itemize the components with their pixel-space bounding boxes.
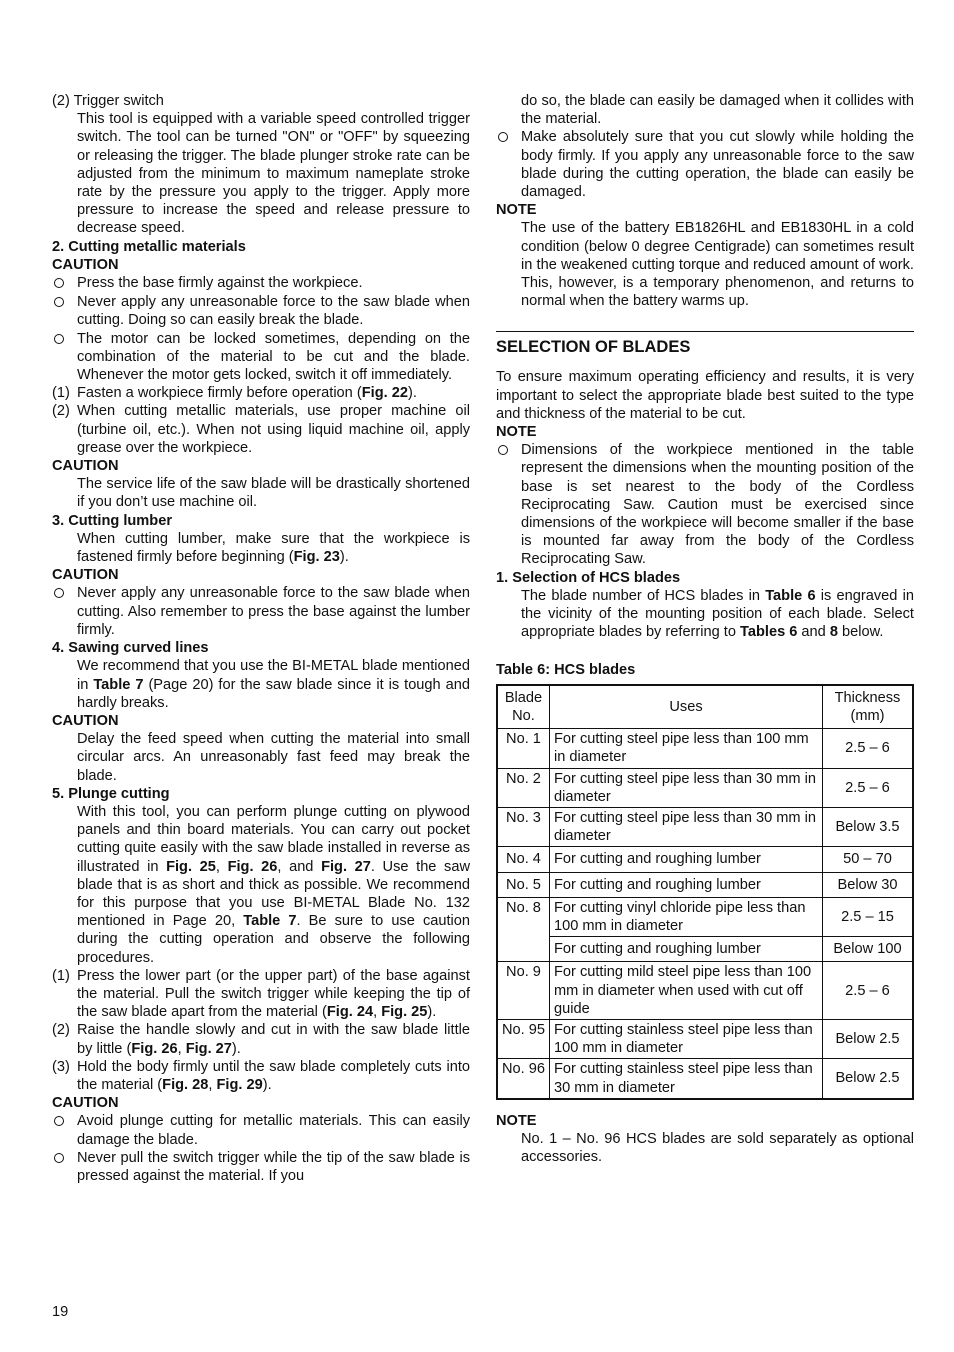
table-row	[497, 937, 913, 962]
blade-no-cell: No. 8	[497, 897, 550, 962]
thickness-cell: Below 3.5	[823, 807, 914, 846]
uses-cell: For cutting and roughing lumber	[550, 872, 823, 897]
table-row	[497, 872, 913, 897]
uses-cell: For cutting and roughing lumber	[550, 937, 823, 962]
note-item: Dimensions of the workpiece mentioned in the table represent the dimensions when the mounting position of the base is set nearest to the body of the Cordless Reciprocating Saw. Caution must be exercised since dimensions of the workpiece will become smaller if the base is mounted far away from the body of the Cordless Reciprocating Saw.	[496, 441, 914, 568]
numbered-step: (1) Press the lower part (or the upper part) of the base against the material. Pull the switch trigger while keeping the tip of the saw blade apart from the material (Fig. 24, Fig. 25).	[52, 967, 470, 1021]
table-row	[497, 962, 913, 1020]
circle-bullet-icon	[54, 334, 64, 344]
uses-cell: For cutting stainless steel pipe less than 30 mm in diameter	[550, 1059, 823, 1099]
caution-continued-text: do so, the blade can easily be damaged when it collides with the material.	[521, 93, 914, 128]
section-curved-lines-title: 4. Sawing curved lines	[52, 640, 209, 657]
section-cutting-lumber-title: 3. Cutting lumber	[52, 512, 172, 529]
uses-cell: For cutting steel pipe less than 30 mm in diameter	[550, 807, 823, 846]
blade-no-cell: No. 1	[497, 729, 550, 768]
caution-item: Never pull the switch trigger while the tip of the saw blade is pressed against the material. If you	[52, 1149, 470, 1185]
note-label: NOTE	[496, 202, 537, 219]
left-column	[52, 92, 470, 1185]
blade-no-cell: No. 9	[497, 962, 550, 1020]
circle-bullet-icon	[54, 297, 64, 307]
right-column	[496, 92, 914, 1166]
note-label: NOTE	[496, 1112, 537, 1129]
circle-bullet-icon	[54, 588, 64, 598]
thickness-cell: 50 – 70	[823, 847, 914, 872]
thickness-cell: Below 100	[823, 937, 914, 962]
section-cutting-metallic-title: 2. Cutting metallic materials	[52, 238, 246, 255]
caution-item: Never apply any unreasonable force to the saw blade when cutting. Also remember to press the base against the lumber firmly.	[52, 584, 470, 639]
caution-label: CAUTION	[52, 458, 119, 475]
table-header-row	[497, 685, 913, 729]
circle-bullet-icon	[54, 1153, 64, 1163]
caution-item: Press the base firmly against the workpiece.	[52, 274, 470, 293]
caution-item: The motor can be locked sometimes, depending on the combination of the material to be cut and the blade. Whenever the motor gets locked, switch it off immediately.	[52, 330, 470, 385]
circle-bullet-icon	[498, 132, 508, 142]
uses-cell: For cutting mild steel pipe less than 100 mm in diameter when used with cut off guide	[550, 962, 823, 1020]
table-caption: Table 6: HCS blades	[496, 662, 636, 679]
table-row	[497, 768, 913, 807]
blade-no-cell: No. 95	[497, 1019, 550, 1058]
note-accessories-text: No. 1 – No. 96 HCS blades are sold separately as optional accessories.	[521, 1130, 914, 1166]
numbered-step: (3) Hold the body firmly until the saw blade completely cuts into the material (Fig. 28, Fig. 29).	[52, 1058, 470, 1093]
table-row	[497, 1059, 913, 1099]
numbered-step: (2) Raise the handle slowly and cut in with the saw blade little by little (Fig. 26, Fig. 27).	[52, 1022, 470, 1057]
thickness-cell: 2.5 – 6	[823, 768, 914, 807]
thickness-cell: Below 2.5	[823, 1059, 914, 1099]
table-row	[497, 807, 913, 846]
thickness-cell: 2.5 – 6	[823, 962, 914, 1020]
section-selection-of-blades-heading: SELECTION OF BLADES	[496, 331, 914, 357]
uses-cell: For cutting steel pipe less than 100 mm in diameter	[550, 729, 823, 768]
header-uses: Uses	[550, 685, 823, 729]
note-label: NOTE	[496, 424, 537, 441]
table-row	[497, 847, 913, 872]
thickness-cell: 2.5 – 6	[823, 729, 914, 768]
circle-bullet-icon	[498, 445, 508, 455]
curved-lines-text: We recommend that you use the BI-METAL blade mentioned in Table 7 (Page 20) for the saw blade since it is tough and hardly breaks.	[77, 658, 470, 711]
cutting-lumber-text: When cutting lumber, make sure that the workpiece is fastened firmly before beginning (Fig. 23).	[77, 530, 470, 566]
caution-label: CAUTION	[52, 1095, 119, 1112]
caution-text: The service life of the saw blade will be drastically shortened if you don’t use machine oil.	[77, 476, 470, 511]
plunge-cutting-text: With this tool, you can perform plunge cutting on plywood panels and thin board materials. You can carry out pocket cutting quite easily with the saw blade installed in reverse as illustrated in Fig. 25, Fig. 26, and Fig. 27. Use the saw blade that is as short and thick as possible. We recommend for this purpose that you use BI-METAL Blade No. 132 mentioned in Page 20, Table 7. Be sure to use caution during the cutting operation and observe the following procedures.	[77, 803, 471, 966]
blade-no-cell: No. 5	[497, 872, 550, 897]
caution-text: Delay the feed speed when cutting the material into small circular arcs. An unreasonably fast feed may break the blade.	[77, 731, 470, 784]
numbered-step: (2) When cutting metallic materials, use proper machine oil (turbine oil, etc.). When not using liquid machine oil, apply grease over the workpiece.	[52, 403, 470, 456]
thickness-cell: 2.5 – 15	[823, 897, 914, 936]
trigger-switch-text: This tool is equipped with a variable speed controlled trigger switch. The tool can be turned "ON" or "OFF" by squeezing or releasing the trigger. The blade plunger stroke rate can be adjusted from the minimum to maximum nameplate stroke rate by the pressure you apply to the trigger. Apply more pressure to increase the speed and release pressure to decrease speed.	[77, 111, 470, 237]
blade-no-cell: No. 96	[497, 1059, 550, 1099]
table-row	[497, 1019, 913, 1058]
uses-cell: For cutting and roughing lumber	[550, 847, 823, 872]
selection-intro-text: To ensure maximum operating efficiency and results, it is very important to select the appropriate blade best suited to the type and thickness of the material to be cut.	[496, 369, 914, 422]
caution-item: Never apply any unreasonable force to the saw blade when cutting. Doing so can easily break the blade.	[52, 293, 470, 329]
caution-label: CAUTION	[52, 712, 119, 729]
uses-cell: For cutting stainless steel pipe less than 100 mm in diameter	[550, 1019, 823, 1058]
circle-bullet-icon	[54, 1116, 64, 1126]
numbered-step: (1) Fasten a workpiece firmly before operation (Fig. 22).	[52, 385, 417, 402]
note-battery-text: The use of the battery EB1826HL and EB1830HL in a cold condition (below 0 degree Centigrade) can sometimes result in the weakened cutting torque and reduced amount of work. This, however, is a temporary phenomenon, and returns to normal when the battery warms up.	[521, 220, 914, 310]
caution-label: CAUTION	[52, 256, 119, 273]
section-hcs-blades-title: 1. Selection of HCS blades	[496, 569, 681, 586]
table-row	[497, 897, 913, 936]
thickness-cell: Below 2.5	[823, 1019, 914, 1058]
caution-label: CAUTION	[52, 567, 119, 584]
blade-no-cell: No. 4	[497, 847, 550, 872]
uses-cell: For cutting vinyl chloride pipe less than 100 mm in diameter	[550, 897, 823, 936]
header-blade-no: Blade No.	[497, 685, 550, 729]
blade-no-cell: No. 2	[497, 768, 550, 807]
section-plunge-cutting-title: 5. Plunge cutting	[52, 785, 170, 802]
blade-no-cell: No. 3	[497, 807, 550, 846]
page-number: 19	[52, 1304, 69, 1320]
caution-item: Make absolutely sure that you cut slowly while holding the body firmly. If you apply any unreasonable force to the saw blade during the cutting operation, the blade can easily be damaged.	[496, 128, 914, 201]
caution-item: Avoid plunge cutting for metallic materials. This can easily damage the blade.	[52, 1112, 470, 1148]
thickness-cell: Below 30	[823, 872, 914, 897]
table-row	[497, 729, 913, 768]
hcs-blades-table	[496, 684, 914, 1100]
trigger-switch-title: (2) Trigger switch	[52, 93, 164, 109]
header-thickness: Thickness (mm)	[823, 685, 914, 729]
hcs-blades-text: The blade number of HCS blades in Table 6 is engraved in the vicinity of the mounting position of each blade. Select appropriate blades by referring to Tables 6 and 8 below.	[521, 587, 914, 641]
uses-cell: For cutting steel pipe less than 30 mm in diameter	[550, 768, 823, 807]
circle-bullet-icon	[54, 278, 64, 288]
